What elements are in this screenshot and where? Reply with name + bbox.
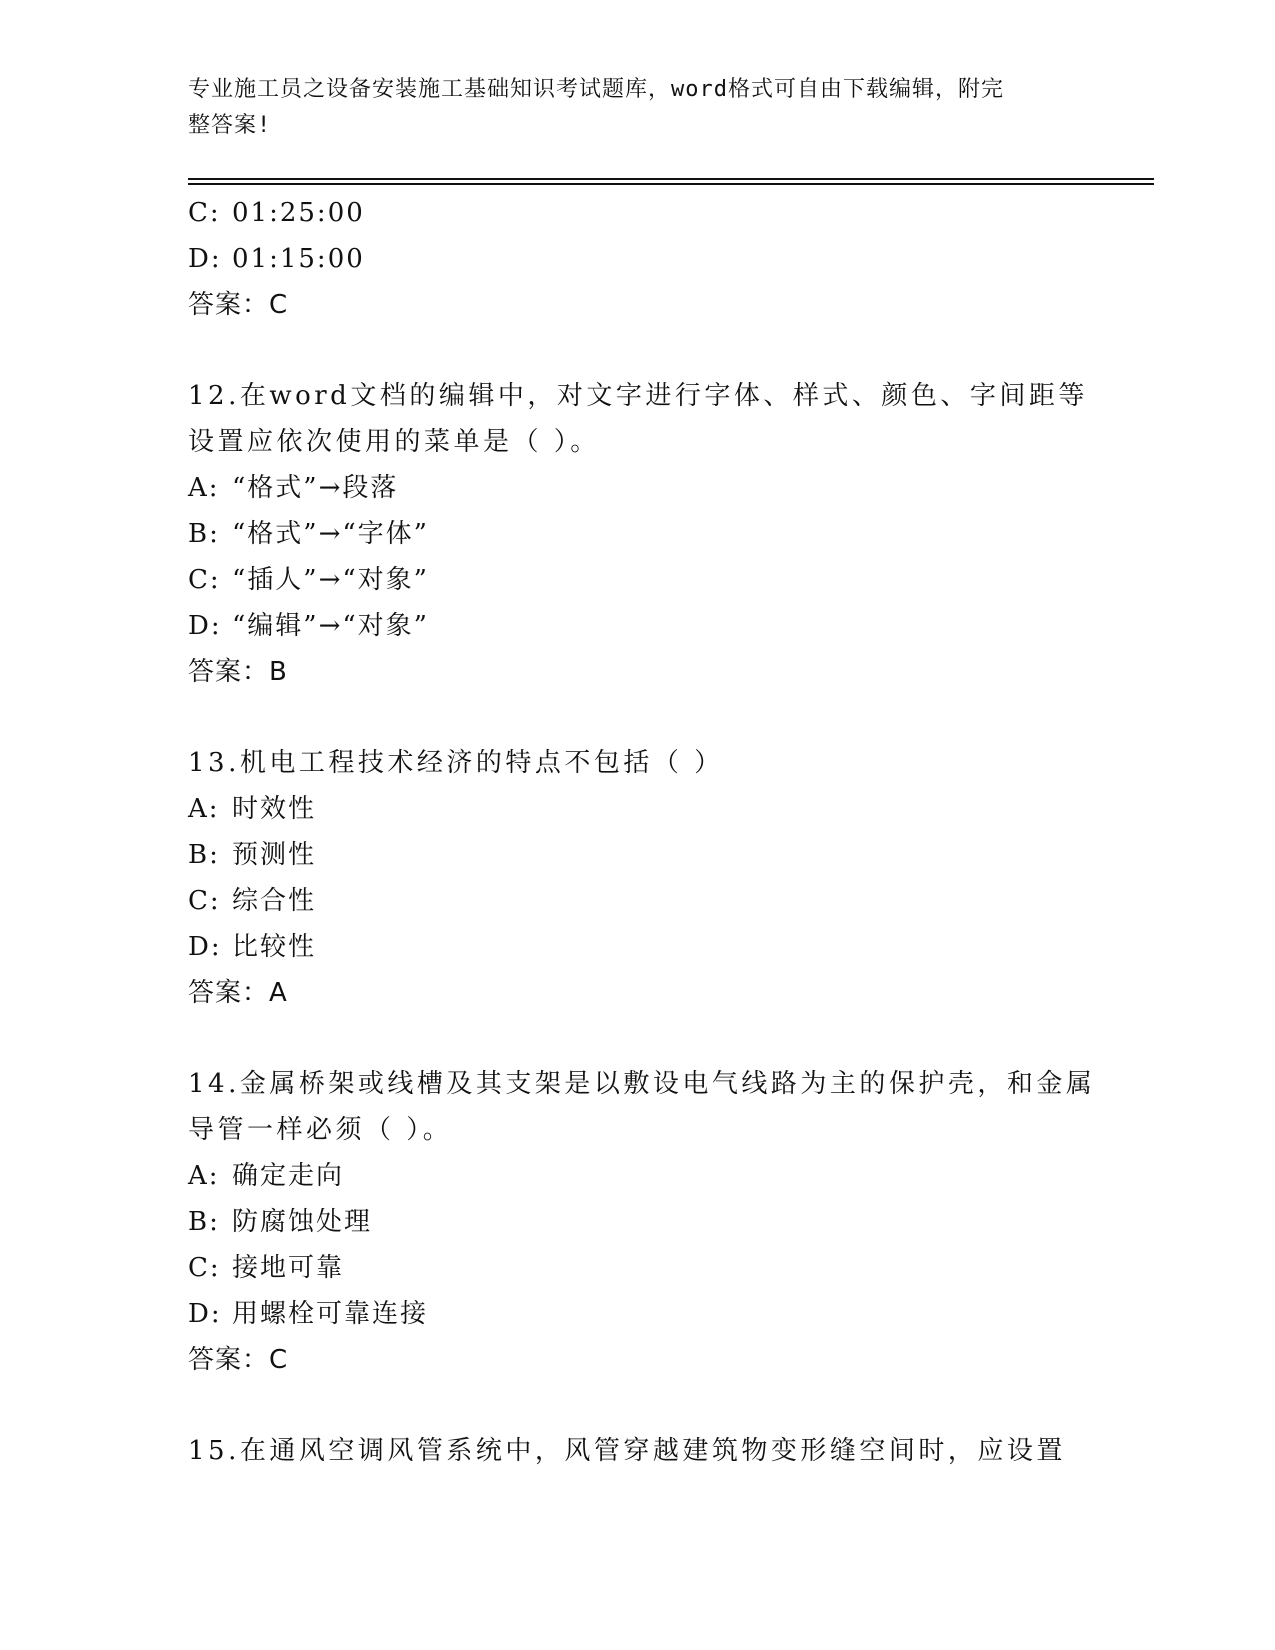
option-text: 预测性 [232,840,317,870]
option-letter: B: [188,519,220,549]
answer-line: 答案：C [188,1345,289,1375]
option-text: 接地可靠 [232,1253,345,1283]
option-letter: A: [188,473,220,503]
option-text: 时效性 [232,794,317,824]
option-letter: D: [188,932,222,962]
option-c [188,557,1088,603]
option-text: 综合性 [232,886,317,916]
option-letter: C: [188,1253,221,1283]
option-letter: C: [188,886,221,916]
question-12 [188,373,1088,695]
option-text: 防腐蚀处理 [232,1207,373,1237]
option-letter: A: [188,1161,220,1191]
option-letter: A: [188,794,220,824]
answer-line: 答案：C [188,290,289,320]
option-c [188,190,1088,236]
option-letter: D: [188,611,222,641]
option-c [188,1245,1088,1291]
option-text: “格式”→“字体” [232,519,429,549]
header-divider-bottom [188,183,1154,185]
question-14 [188,1061,1096,1383]
answer-line: 答案：B [188,657,288,687]
question-text-line: 14.金属桥架或线槽及其支架是以敷设电气线路为主的保护壳，和金属 [188,1069,1096,1099]
option-letter: B: [188,1207,220,1237]
option-letter: C: [188,565,221,595]
option-text: 比较性 [232,932,317,962]
option-b [188,832,1088,878]
question-13 [188,740,1088,1016]
header-divider-top [188,178,1154,180]
option-a [188,786,1088,832]
question-text-line: 导管一样必须（ ）。 [188,1115,453,1145]
option-text: 确定走向 [232,1161,345,1191]
option-letter: B: [188,840,220,870]
option-d [188,1291,1088,1337]
option-b [188,1199,1088,1245]
answer-line: 答案：A [188,978,288,1008]
option-d [188,236,1088,282]
option-letter: C: [188,198,221,228]
question-15 [188,1428,1088,1474]
question-11-tail [188,190,1088,328]
question-text-line: 13.机电工程技术经济的特点不包括（ ） [188,748,724,778]
question-text-line: 设置应依次使用的菜单是（ ）。 [188,427,600,457]
document-body [188,190,1096,1474]
option-text: “编辑”→“对象” [232,611,429,641]
option-c [188,878,1088,924]
option-text: 01:15:00 [232,244,365,274]
option-letter: D: [188,1299,222,1329]
option-a [188,465,1088,511]
option-text: “插人”→“对象” [232,565,429,595]
option-a [188,1153,1088,1199]
header-line-1: 专业施工员之设备安装施工基础知识考试题库，word格式可自由下载编辑，附完 [188,77,1004,102]
question-text-line: 15.在通风空调风管系统中，风管穿越建筑物变形缝空间时，应设置 [188,1436,1066,1466]
option-d [188,603,1088,649]
option-b [188,511,1088,557]
option-text: 用螺栓可靠连接 [232,1299,429,1329]
header-line-2: 整答案! [188,113,272,138]
option-letter: D: [188,244,222,274]
document-header [188,72,1068,144]
question-text-line: 12.在word文档的编辑中，对文字进行字体、样式、颜色、字间距等 [188,381,1088,411]
option-text: “格式”→段落 [232,473,399,503]
option-d [188,924,1088,970]
option-text: 01:25:00 [232,198,365,228]
